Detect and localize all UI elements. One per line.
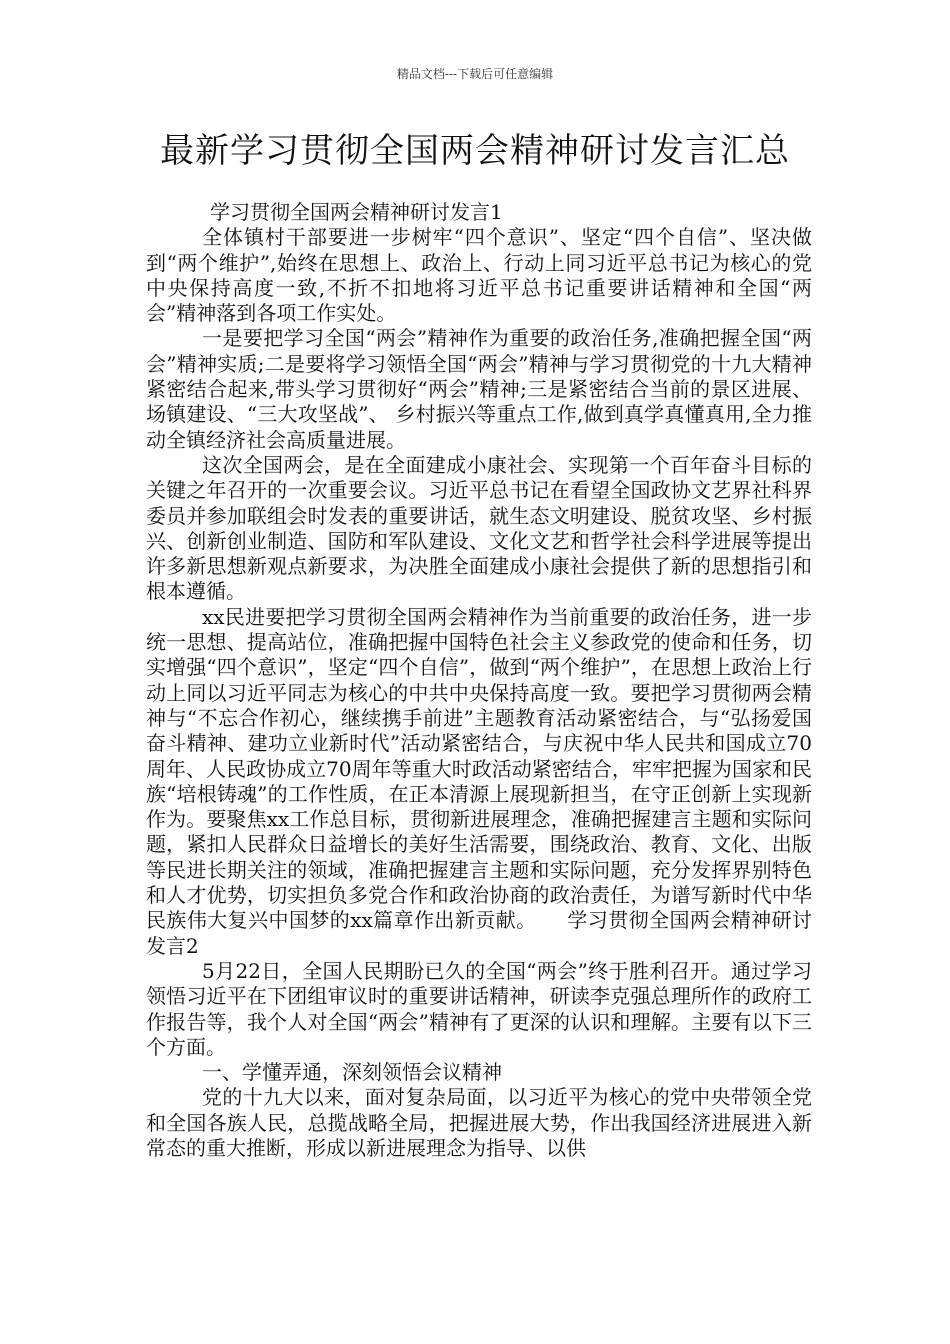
document-body [146,200,812,1161]
paragraph: 一是要把学习全国“两会”精神作为重要的政治任务,准确把握全国“两会”精神实质;二是要将学习领悟全国“两会”精神与学习贯彻党的十九大精神紧密结合起来,带头学习贯彻好“两会”精神;三是紧密结合当前的景区进展、场镇建设、“三大攻坚战”、 乡村振兴等重点工作,做到真学真懂真用,全力推动全镇经济社会高质量进展。 [146,326,812,452]
paragraph: 党的十九大以来，面对复杂局面，以习近平为核心的党中央带领全党和全国各族人民，总揽战略全局，把握进展大势，作出我国经济进展进入新常态的重大推断，形成以新进展理念为指导、以供 [146,1085,812,1160]
section-heading: 一、学懂弄通，深刻领悟会议精神 [202,1060,502,1085]
paragraph: 5月22日，全国人民期盼已久的全国“两会”终于胜利召开。通过学习领悟习近平在下团组审议时的重要讲话精神，研读李克强总理所作的政府工作报告等，我个人对全国“两会”精神有了更深的认识和理解。主要有以下三个方面。 [146,958,812,1059]
paragraph: 全体镇村干部要进一步树牢“四个意识”、坚定“四个自信”、坚决做到“两个维护”,始终在思想上、政治上、行动上同习近平总书记为核心的党中央保持高度一致,不折不扣地将习近平总书记重要讲话精神和全国“两会”精神落到各项工作实处。 [146,225,812,326]
paragraph: 这次全国两会，是在全面建成小康社会、实现第一个百年奋斗目标的关键之年召开的一次重要会议。习近平总书记在看望全国政协文艺界社科界委员并参加联组会时发表的重要讲话，就生态文明建设、脱贫攻坚、乡村振兴、创新创业制造、国防和军队建设、文化文艺和哲学社会科学进展等提出许多新思想新观点新要求，为决胜全面建成小康社会提供了新的思想指引和根本遵循。 [146,452,812,604]
header-note: 精品文档---下载后可任意编辑 [396,67,554,81]
section-heading-1: 学习贯彻全国两会精神研讨发言1 [210,200,503,224]
document-title: 最新学习贯彻全国两会精神研讨发言汇总 [160,131,790,171]
paragraph: xx民进要把学习贯彻全国两会精神作为当前重要的政治任务，进一步统一思想、提高站位，准确把握中国特色社会主义参政党的使命和任务，切实增强“四个意识”，坚定“四个自信”，做到“两个维护”，在思想上政治上行动上同以习近平同志为核心的中共中央保持高度一致。要把学习贯彻两会精神与“不忘合作初心，继续携手前进”主题教育活动紧密结合，与“弘扬爱国奋斗精神、建功立业新时代”活动紧密结合，与庆祝中华人民共和国成立70周年、人民政协成立70周年等重大时政活动紧密结合，牢牢把握为国家和民族“培根铸魂”的工作性质，在正本清源上展现新担当，在守正创新上实现新作为。要聚焦xx工作总目标，贯彻新进展理念，准确把握建言主题和实际问题，紧扣人民群众日益增长的美好生活需要，围绕政治、教育、文化、出版等民进长期关注的领域，准确把握建言主题和实际问题，充分发挥界别特色和人才优势，切实担负多党合作和政治协商的政治责任，为谱写新时代中华民族伟大复兴中国梦的xx篇章作出新贡献。 学习贯彻全国两会精神研讨发言2 [146,604,812,958]
